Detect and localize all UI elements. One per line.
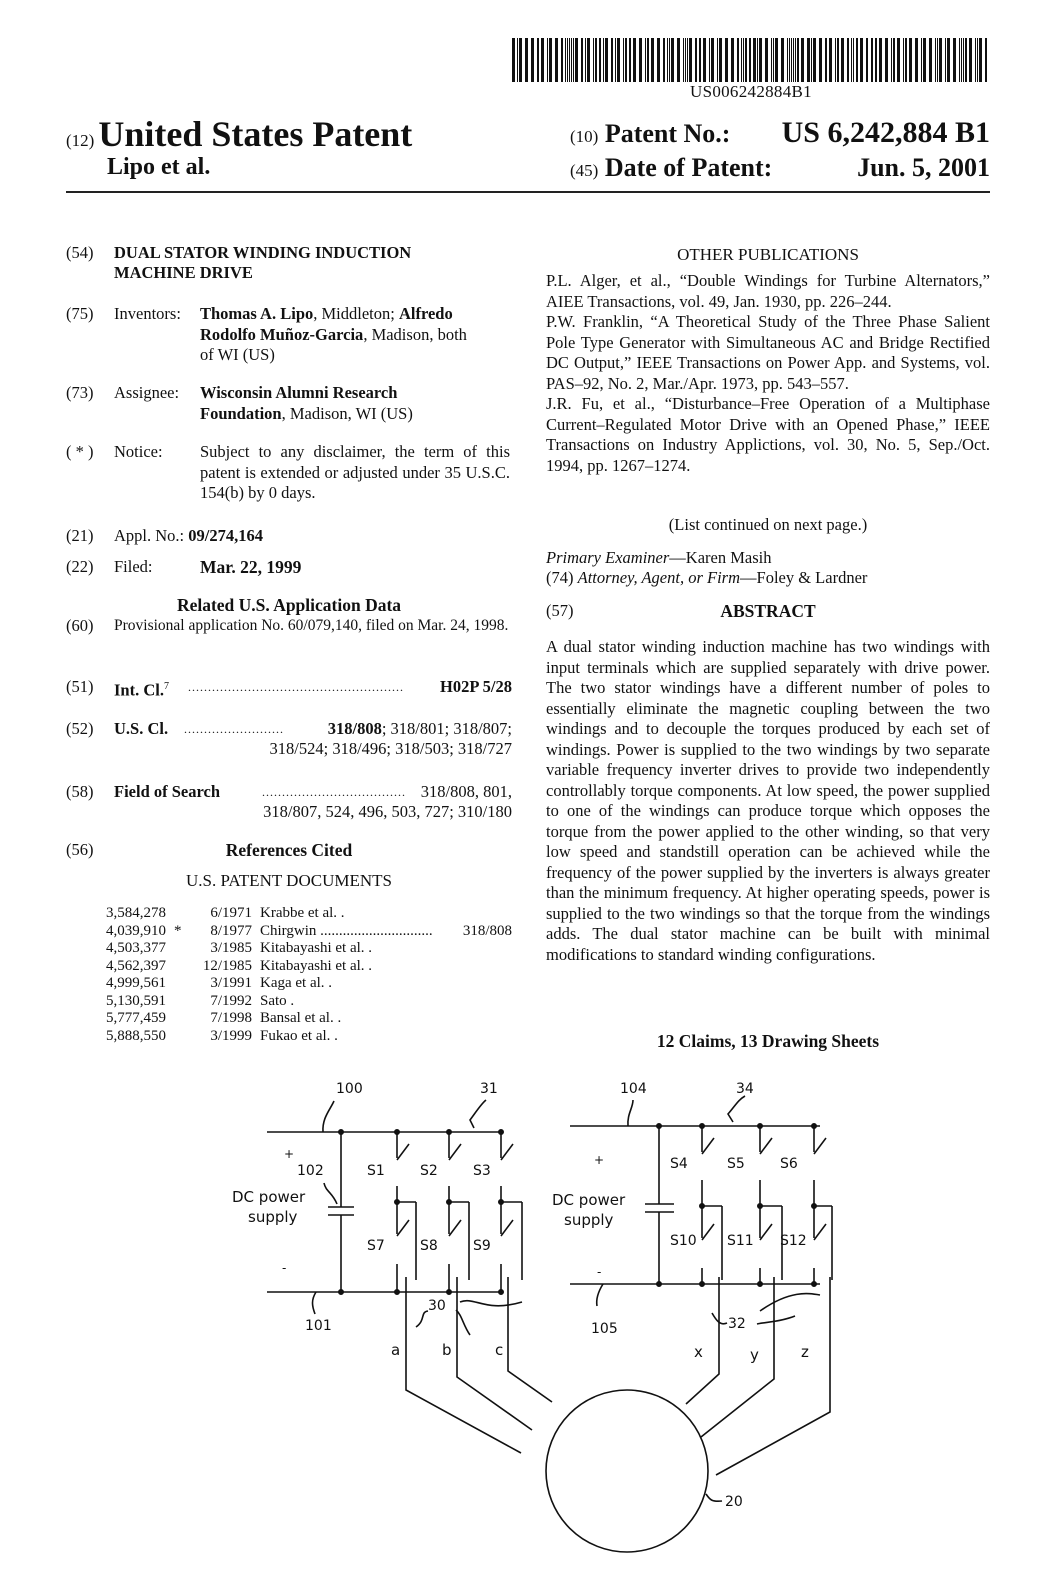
phase-y: y bbox=[750, 1346, 759, 1364]
switch-s2: S2 bbox=[420, 1163, 438, 1179]
reference-row bbox=[90, 905, 510, 923]
reference-name: Kaga et al. . bbox=[260, 975, 333, 991]
switch-s11: S11 bbox=[727, 1233, 754, 1249]
minus-sign-right: - bbox=[597, 1265, 602, 1279]
inventors-field: (75) Inventors: Thomas A. Lipo, Middleton; Alfredo Rodolfo Muñoz-Garcia, Madison, both of WI (US) bbox=[66, 304, 467, 364]
reference-number: 4,562,397 bbox=[106, 957, 166, 974]
reference-date: 3/1985 bbox=[210, 940, 252, 956]
phase-b: b bbox=[442, 1341, 452, 1359]
switch-s5: S5 bbox=[727, 1156, 745, 1172]
us-cl-field: (52) U.S. Cl. ......................... 318/808; 318/801; 318/807; 318/524; 318/496; 318/503; 318/727 bbox=[66, 719, 512, 758]
related-data-heading: Related U.S. Application Data bbox=[176, 595, 402, 615]
reference-name: Krabbe et al. . bbox=[260, 905, 345, 921]
patent-title-line1: DUAL STATOR WINDING INDUCTION bbox=[114, 243, 412, 262]
reference-row bbox=[90, 1028, 510, 1046]
reference-number: 5,888,550 bbox=[106, 1027, 166, 1044]
ref-20: 20 bbox=[725, 1494, 743, 1510]
minus-sign-left: - bbox=[282, 1261, 287, 1275]
reference-star: * bbox=[174, 922, 182, 939]
reference-name: Chirgwin .............................. bbox=[260, 922, 433, 939]
switch-s3: S3 bbox=[473, 1163, 491, 1179]
claims-sheets: 12 Claims, 13 Drawing Sheets bbox=[656, 1031, 880, 1051]
phase-c: c bbox=[495, 1341, 504, 1359]
switch-s7: S7 bbox=[367, 1238, 385, 1254]
patent-number: US 6,242,884 B1 bbox=[781, 116, 990, 149]
switch-s9: S9 bbox=[473, 1238, 491, 1254]
ref-102: 102 bbox=[297, 1163, 324, 1179]
reference-name: Fukao et al. . bbox=[260, 1027, 338, 1044]
notice-field: ( * ) Notice: Subject to any disclaimer, the term of this patent is extended or adjusted under 35 U.S.C. 154(b) by 0 days. bbox=[66, 442, 510, 502]
switch-s6: S6 bbox=[780, 1156, 798, 1172]
title-field: (54) DUAL STATOR WINDING INDUCTION MACHINE DRIVE bbox=[66, 243, 412, 282]
reference-number: 4,999,561 bbox=[106, 975, 166, 991]
reference-number: 5,777,459 bbox=[106, 1010, 166, 1026]
switch-s12: S12 bbox=[780, 1233, 807, 1249]
other-publications bbox=[546, 271, 990, 476]
list-continued-note: (List continued on next page.) bbox=[668, 515, 868, 534]
barcode-number: US006242884B1 bbox=[690, 82, 812, 101]
reference-row bbox=[90, 993, 510, 1011]
dc-supply-label-left-2: supply bbox=[248, 1208, 298, 1226]
reference-number: 5,130,591 bbox=[106, 992, 166, 1009]
ref-30: 30 bbox=[428, 1298, 446, 1314]
plus-sign-left: + bbox=[284, 1147, 295, 1161]
switch-s1: S1 bbox=[367, 1163, 385, 1179]
primary-examiner: Primary Examiner—Karen Masih bbox=[546, 548, 772, 567]
reference-row bbox=[90, 1010, 510, 1028]
reference-date: 6/1971 bbox=[210, 905, 252, 921]
ref-104: 104 bbox=[620, 1081, 647, 1097]
references-list bbox=[66, 905, 512, 1055]
reference-date: 3/1999 bbox=[210, 1027, 252, 1044]
inventor-short: Lipo et al. bbox=[107, 154, 211, 180]
header-divider bbox=[66, 191, 990, 193]
document-type: (12) United States Patent bbox=[66, 114, 413, 154]
ref-31: 31 bbox=[480, 1081, 498, 1097]
reference-name: Kitabayashi et al. . bbox=[260, 957, 373, 974]
ref-34: 34 bbox=[736, 1081, 754, 1097]
circuit-drawing bbox=[0, 1060, 1052, 1588]
assignee-field: (73) Assignee: Wisconsin Alumni Research Foundation, Madison, WI (US) bbox=[66, 383, 413, 423]
switch-s10: S10 bbox=[670, 1233, 697, 1249]
reference-class: 318/808 bbox=[462, 922, 512, 939]
reference-row bbox=[90, 923, 510, 941]
barcode bbox=[512, 38, 990, 82]
dc-supply-label-right-2: supply bbox=[564, 1211, 614, 1229]
publication-3: J.R. Fu, et al., “Disturbance–Free Operation of a Multiphase Current–Regulated Motor Drive with an Opened Phase,” IEEE Transactions on Industry Applictions, vol. 30, No. 5, Sep./Oct. 1994, pp. 1267–1274. bbox=[546, 394, 990, 475]
reference-row bbox=[90, 940, 510, 958]
phase-a: a bbox=[391, 1341, 401, 1359]
ref-105: 105 bbox=[591, 1321, 618, 1337]
reference-name: Sato . bbox=[260, 992, 295, 1009]
attorney: (74) Attorney, Agent, or Firm—Foley & Lardner bbox=[546, 568, 868, 587]
abstract-heading: (57) ABSTRACT bbox=[546, 601, 816, 621]
phase-z: z bbox=[801, 1343, 809, 1361]
reference-date: 7/1992 bbox=[210, 992, 252, 1009]
reference-name: Bansal et al. . bbox=[260, 1010, 342, 1026]
provisional-field: (60) Provisional application No. 60/079,140, filed on Mar. 24, 1998. bbox=[66, 616, 509, 635]
switch-s8: S8 bbox=[420, 1238, 438, 1254]
reference-number: 4,503,377 bbox=[106, 940, 166, 956]
reference-date: 7/1998 bbox=[210, 1010, 252, 1026]
patent-date: Jun. 5, 2001 bbox=[857, 153, 990, 182]
plus-sign-right: + bbox=[594, 1153, 605, 1167]
references-heading: (56) References Cited bbox=[66, 840, 353, 860]
reference-number: 4,039,910 bbox=[106, 922, 166, 939]
reference-date: 12/1985 bbox=[202, 957, 252, 974]
reference-number: 3,584,278 bbox=[106, 905, 166, 921]
reference-date: 3/1991 bbox=[210, 975, 252, 991]
publication-2: P.W. Franklin, “A Theoretical Study of the Three Phase Salient Pole Type Generator with Simultaneous AC and Bridge Rectified DC Output,” IEEE Transactions on Power App. and Systems, vol. PAS–92, No. 2, Mar./Apr. 1973, pp. 543–557. bbox=[546, 312, 990, 393]
publication-1: P.L. Alger, et al., “Double Windings for Turbine Alternators,” AIEE Transactions, vol. 49, Jan. 1930, pp. 226–244. bbox=[546, 271, 990, 311]
patent-title-line2: MACHINE DRIVE bbox=[114, 263, 253, 282]
reference-date: 8/1977 bbox=[210, 922, 252, 939]
reference-row bbox=[90, 975, 510, 993]
dc-supply-label-right: DC power bbox=[552, 1191, 626, 1209]
dc-supply-label-left: DC power bbox=[232, 1188, 306, 1206]
patent-date-label: (45) Date of Patent: bbox=[570, 153, 773, 182]
patent-number-label: (10) Patent No.: bbox=[570, 119, 731, 148]
reference-name: Kitabayashi et al. . bbox=[260, 940, 373, 956]
ref-32: 32 bbox=[728, 1316, 746, 1332]
phase-x: x bbox=[694, 1343, 703, 1361]
reference-row bbox=[90, 958, 510, 976]
switch-s4: S4 bbox=[670, 1156, 688, 1172]
abstract-text: A dual stator winding induction machine has two windings with input terminals which are supplied separately with drive power. The two stator windings have a different number of poles to essentially eliminate the magnetic coupling between the two windings and to decouple the torques produced by each set of windings. Power is supplied to the two windings by two separate variable frequency inverter drives to provide two independently controllably torque components. At low speed, the power supplied to one of the windings can produce torque which opposes the torque from the power applied to the other winding, so that very low speed and standstill operation can be achieved while the frequency of the power supplied by the inverters is always greater than the minimum frequency. At higher operating speeds, power is supplied to the two windings so that the torque from the windings adds. The dual stator machine can be built with minimal modifications to standard winding configurations. bbox=[546, 637, 990, 964]
other-publications-heading: OTHER PUBLICATIONS bbox=[677, 245, 859, 264]
ref-101: 101 bbox=[305, 1318, 332, 1334]
field-of-search: (58) Field of Search .................................... 318/808, 801, 318/807, 524, 496, 503, 727; 310/180 bbox=[66, 782, 512, 821]
us-patent-documents-heading: U.S. PATENT DOCUMENTS bbox=[186, 871, 392, 890]
ref-100: 100 bbox=[336, 1081, 363, 1097]
